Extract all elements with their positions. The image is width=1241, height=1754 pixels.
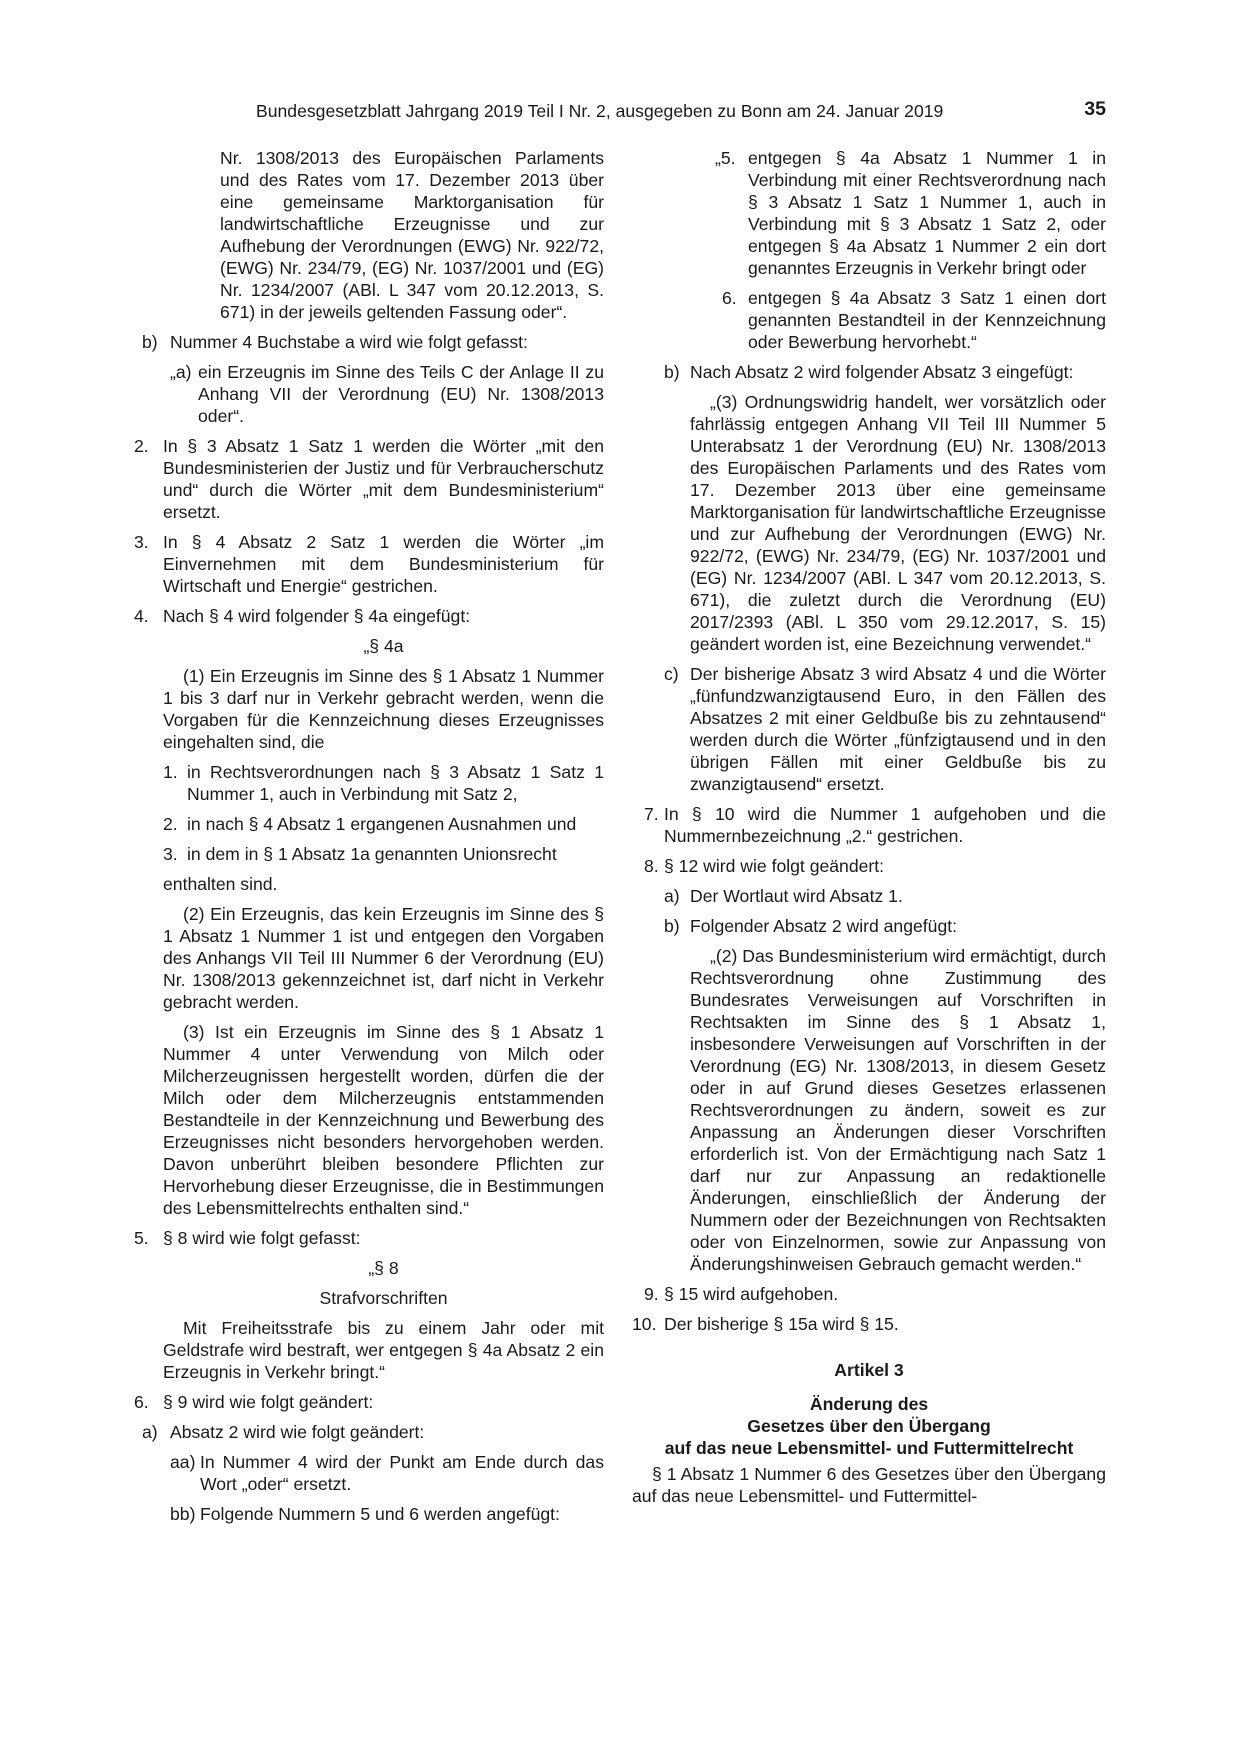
list-marker: 6. <box>134 1392 149 1412</box>
section-paragraph: Mit Freiheitsstrafe bis zu einem Jahr oder mit Geldstrafe wird bestraft, wer entgegen § 4a Absatz 2 ein Erzeugnis in Verkehr bringt.“ <box>163 1318 604 1382</box>
list-text: In § 10 wird die Nummer 1 aufgehoben und die Nummernbezeichnung „2.“ gestrichen. <box>664 804 1106 846</box>
list-marker: b) <box>142 332 158 352</box>
spacer <box>632 1343 1106 1359</box>
section-title: „§ 8 <box>368 1258 399 1278</box>
list-text: Nach Absatz 2 wird folgender Absatz 3 eingefügt: <box>690 362 1074 382</box>
article-paragraph: § 1 Absatz 1 Nummer 6 des Gesetzes über den Übergang auf das neue Lebensmittel- und Futtermittel- <box>632 1464 1106 1506</box>
article-title-line: auf das neue Lebensmittel- und Futtermittelrecht <box>664 1438 1074 1458</box>
list-marker: a) <box>664 886 680 906</box>
section-8 <box>163 1257 604 1383</box>
list-marker: 9. <box>644 1284 659 1304</box>
list-item-3 <box>134 531 604 597</box>
list-item-9 <box>632 1283 1106 1305</box>
list-marker: 10. <box>632 1314 657 1334</box>
list-text: ein Erzeugnis im Sinne des Teils C der Anlage II zu Anhang VII der Verordnung (EU) Nr. 1308/2013 oder“. <box>198 362 604 426</box>
list-item-b <box>142 331 604 353</box>
list-marker: 5. <box>134 1228 149 1248</box>
list-marker: a) <box>142 1422 158 1442</box>
list-item-6 <box>722 287 1106 353</box>
list-item-aa <box>170 1451 604 1495</box>
list-text: Der Wortlaut wird Absatz 1. <box>690 886 903 906</box>
list-text: Folgender Absatz 2 wird angefügt: <box>690 916 958 936</box>
list-item-6a <box>142 1421 604 1443</box>
list-item-c <box>664 663 1106 795</box>
list-item-6 <box>134 1391 604 1413</box>
list-text: entgegen § 4a Absatz 1 Nummer 1 in Verbindung mit einer Rechtsverordnung nach § 3 Absatz 1 Satz 1 Nummer 1, auch in Verbindung mit § 3 Absatz 1 Satz 2, oder entgegen § 4a Absatz 1 Nummer 2 ein dort genanntes Erzeugnis in Verkehr bringt oder <box>748 148 1106 278</box>
list-marker: bb) <box>170 1504 196 1524</box>
running-header: Bundesgesetzblatt Jahrgang 2019 Teil I Nr. 2, ausgegeben zu Bonn am 24. Januar 2019 <box>256 101 944 121</box>
list-item-2 <box>134 435 604 523</box>
list-text: § 9 wird wie folgt geändert: <box>163 1392 374 1412</box>
section-4a <box>163 635 604 1219</box>
list-marker: 4. <box>134 606 149 626</box>
article-label: Artikel 3 <box>834 1360 904 1380</box>
list-item-8b <box>664 915 1106 937</box>
list-text: In § 3 Absatz 1 Satz 1 werden die Wörter „mit den Bundesministerien der Justiz und für Verbraucherschutz und“ durch die Wörter „mit dem Bundesministerium“ ersetzt. <box>163 436 604 522</box>
list-text: Nummer 4 Buchstabe a wird wie folgt gefasst: <box>170 332 528 352</box>
list-marker: 7. <box>644 804 659 824</box>
section-paragraph: (2) Ein Erzeugnis, das kein Erzeugnis im Sinne des § 1 Absatz 1 Nummer 1 ist und entgegen den Vorgaben des Anhangs VII Teil III Nummer 6 der Verordnung (EU) Nr. 1308/2013 gekennzeichnet ist, darf nicht in Verkehr gebracht werden. <box>163 904 604 1012</box>
right-column <box>632 147 1106 1515</box>
list-item-8 <box>632 855 1106 877</box>
list-text: in dem in § 1 Absatz 1a genannten Unionsrecht <box>187 844 557 864</box>
list-text: Der bisherige Absatz 3 wird Absatz 4 und die Wörter „fünfundzwanzigtausend Euro, in den Fällen des Absatzes 2 mit einer Geldbuße bis zu zehntausend“ werden durch die Wörter „fünfzigtausend und in den übrigen Fällen mit einer Geldbuße bis zu zwanzigtausend“ ersetzt. <box>690 664 1106 794</box>
list-marker: b) <box>664 362 680 382</box>
list-text: § 15 wird aufgehoben. <box>664 1284 839 1304</box>
section-paragraph: (3) Ist ein Erzeugnis im Sinne des § 1 Absatz 1 Nummer 4 unter Verwendung von Milch oder Milcherzeugnissen hergestellt worden, dürfen die der Milch oder dem Milcherzeugnis entstammenden Bestandteile in der Kennzeichnung und Bewerbung des Erzeugnisses nicht besonders hervorgehoben werden. Davon unberührt bleiben besondere Pflichten zur Hervorhebung dieser Erzeugnisse, die in Bestimmungen des Lebensmittelrechts enthalten sind.“ <box>163 1022 604 1218</box>
list-text: in Rechtsverordnungen nach § 3 Absatz 1 Satz 1 Nummer 1, auch in Verbindung mit Satz 2, <box>187 762 604 804</box>
list-item-7 <box>632 803 1106 847</box>
list-text: Der bisherige § 15a wird § 15. <box>664 1314 899 1334</box>
list-marker: 3. <box>163 844 178 864</box>
section-title: „§ 4a <box>363 636 404 656</box>
list-text: entgegen § 4a Absatz 3 Satz 1 einen dort genannten Bestandteil in der Kennzeichnung oder Bewerbung hervorhebt.“ <box>748 288 1106 352</box>
list-text: Absatz 2 wird wie folgt geändert: <box>170 1422 425 1442</box>
page-number: 35 <box>1084 98 1106 120</box>
list-item-5 <box>715 147 1106 279</box>
list-item-3 <box>163 843 604 865</box>
left-column <box>134 147 604 1533</box>
quoted-paragraph: „(2) Das Bundesministerium wird ermächtigt, durch Rechtsverordnung ohne Zustimmung des Bundesrates Verweisungen auf Vorschriften in Rechtsakten im Sinne des § 1 Absatz 1, insbesondere Verweisungen auf Vorschriften in der Verordnung (EG) Nr. 1308/2013, in diesem Gesetz oder in auf Grund dieses Gesetzes erlassenen Rechtsverordnungen zu ändern, soweit es zur Anpassung an Änderungen dieser Vorschriften erforderlich ist. Von der Ermächtigung nach Satz 1 darf nur zur Anpassung an redaktionelle Änderungen, einschließlich der Änderung der Nummern oder der Bezeichnungen von Rechtsakten oder von Einzelnormen, sowie zur Anpassung von Änderungshinweisen Gebrauch gemacht werden.“ <box>690 946 1106 1274</box>
list-item-2 <box>163 813 604 835</box>
quoted-paragraph: „(3) Ordnungswidrig handelt, wer vorsätzlich oder fahrlässig entgegen Anhang VII Teil III Nummer 5 Unterabsatz 1 der Verordnung (EU) Nr. 1308/2013 des Europäischen Parlaments und des Rates vom 17. Dezember 2013 über eine gemeinsame Marktorganisation für landwirtschaftliche Erzeugnisse und zur Aufhebung der Verordnungen (EWG) Nr. 922/72, (EWG) Nr. 234/79, (EG) Nr. 1037/2001 und (EG) Nr. 1234/2007 (ABl. L 347 vom 20.12.2013, S. 671), die zuletzt durch die Verordnung (EU) 2017/2393 (ABl. L 350 vom 29.12.2017, S. 15) geändert worden ist, eine Bezeichnung verwendet.“ <box>690 392 1106 654</box>
list-marker: 8. <box>644 856 659 876</box>
list-text: § 12 wird wie folgt geändert: <box>664 856 885 876</box>
list-marker: „a) <box>170 362 192 382</box>
list-marker: 1. <box>163 762 178 782</box>
list-item-5 <box>134 1227 604 1249</box>
article-title-line: Gesetzes über den Übergang <box>747 1416 991 1436</box>
list-item-4 <box>134 605 604 627</box>
list-text: Nach § 4 wird folgender § 4a eingefügt: <box>163 606 471 626</box>
list-marker: „5. <box>715 148 736 168</box>
list-text: In § 4 Absatz 2 Satz 1 werden die Wörter „im Einvernehmen mit dem Bundesministerium für Wirtschaft und Energie“ gestrichen. <box>163 532 604 596</box>
list-marker: 2. <box>134 436 149 456</box>
section-subtitle: Strafvorschriften <box>319 1288 448 1308</box>
section-paragraph: enthalten sind. <box>163 874 278 894</box>
list-marker: aa) <box>170 1452 196 1472</box>
list-text: In Nummer 4 wird der Punkt am Ende durch das Wort „oder“ ersetzt. <box>200 1452 604 1494</box>
list-marker: 2. <box>163 814 178 834</box>
list-marker: 6. <box>722 288 737 308</box>
list-item-10 <box>632 1313 1106 1335</box>
list-text: Folgende Nummern 5 und 6 werden angefügt: <box>200 1504 560 1524</box>
page-header <box>256 100 1106 124</box>
continued-text: Nr. 1308/2013 des Europäischen Parlaments und des Rates vom 17. Dezember 2013 über eine gemeinsame Marktorganisation für landwirtschaftliche Erzeugnisse und zur Aufhebung der Verordnungen (EWG) Nr. 922/72, (EWG) Nr. 234/79, (EG) Nr. 1037/2001 und (EG) Nr. 1234/2007 (ABl. L 347 vom 20.12.2013, S. 671) in der jeweils geltenden Fassung oder“. <box>220 148 604 322</box>
list-item-8a <box>664 885 1106 907</box>
list-item-1 <box>163 761 604 805</box>
article-title-line: Änderung des <box>809 1394 929 1414</box>
list-item-bb <box>170 1503 604 1525</box>
section-paragraph: (1) Ein Erzeugnis im Sinne des § 1 Absatz 1 Nummer 1 bis 3 darf nur in Verkehr gebracht werden, wenn die Vorgaben für die Kennzeichnung dieses Erzeugnisses eingehalten sind, die <box>163 666 604 752</box>
list-text: in nach § 4 Absatz 1 ergangenen Ausnahmen und <box>187 814 577 834</box>
list-item-ba <box>170 361 604 427</box>
list-marker: c) <box>664 664 679 684</box>
list-marker: b) <box>664 916 680 936</box>
list-item-b <box>664 361 1106 383</box>
list-text: § 8 wird wie folgt gefasst: <box>163 1228 361 1248</box>
list-marker: 3. <box>134 532 149 552</box>
